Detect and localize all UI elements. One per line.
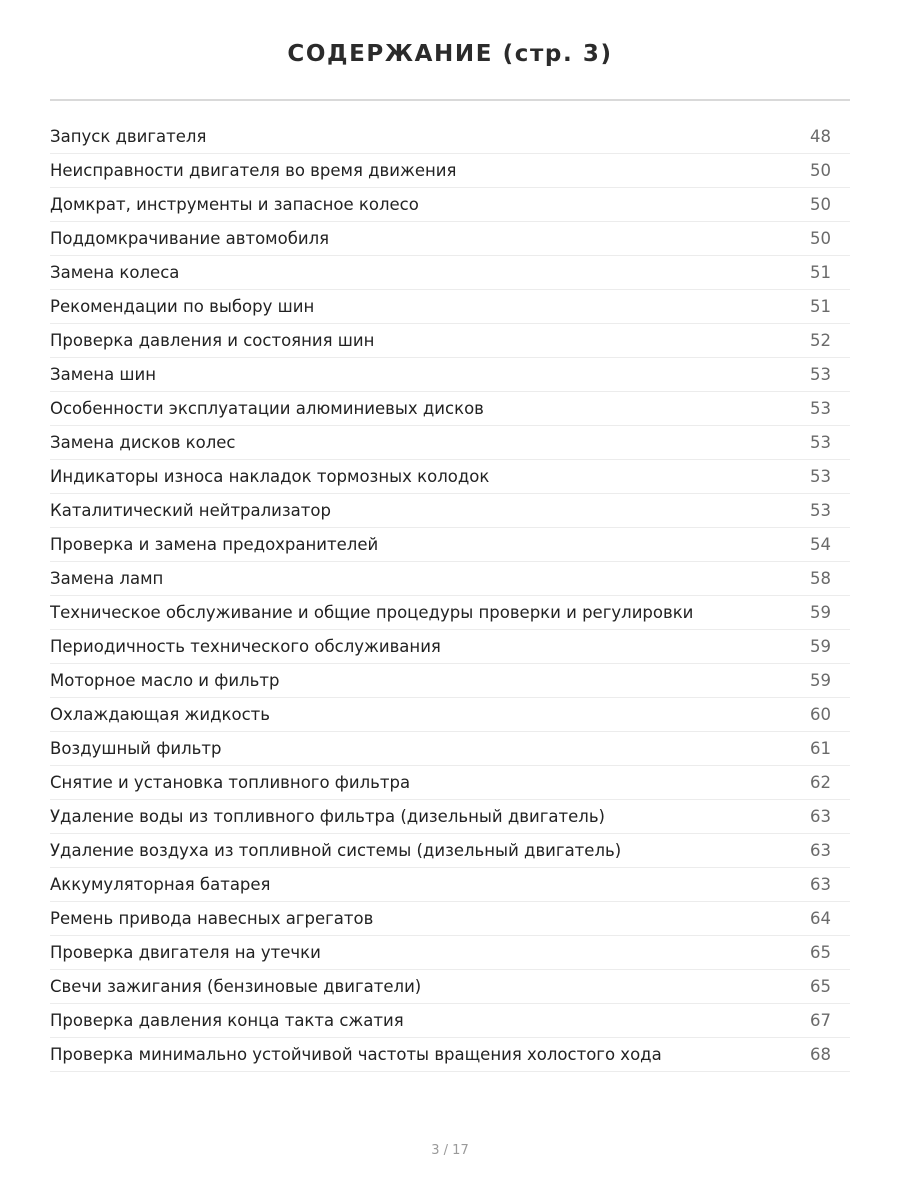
page-title: СОДЕРЖАНИЕ (стр. 3) bbox=[287, 41, 613, 67]
toc-entry-title: Замена колеса bbox=[50, 263, 180, 282]
toc-entry[interactable] bbox=[50, 426, 850, 460]
toc-entry-page: 53 bbox=[810, 501, 831, 520]
toc-entry[interactable] bbox=[50, 596, 850, 630]
toc-entry-page: 60 bbox=[810, 705, 831, 724]
toc-entry-title: Проверка двигателя на утечки bbox=[50, 943, 321, 962]
toc-entry[interactable] bbox=[50, 120, 850, 154]
toc-entry-page: 48 bbox=[810, 127, 831, 146]
toc-list bbox=[50, 120, 850, 1072]
toc-entry-title: Свечи зажигания (бензиновые двигатели) bbox=[50, 977, 422, 996]
toc-entry-title: Проверка давления конца такта сжатия bbox=[50, 1011, 404, 1030]
toc-entry-title: Ремень привода навесных агрегатов bbox=[50, 909, 374, 928]
toc-entry-title: Периодичность технического обслуживания bbox=[50, 637, 441, 656]
toc-entry[interactable] bbox=[50, 154, 850, 188]
toc-entry[interactable] bbox=[50, 290, 850, 324]
toc-entry-title: Удаление воздуха из топливной системы (дизельный двигатель) bbox=[50, 841, 622, 860]
toc-entry[interactable] bbox=[50, 936, 850, 970]
toc-entry-page: 50 bbox=[810, 161, 831, 180]
toc-entry[interactable] bbox=[50, 732, 850, 766]
toc-entry[interactable] bbox=[50, 358, 850, 392]
toc-entry-title: Особенности эксплуатации алюминиевых дисков bbox=[50, 399, 484, 418]
toc-entry-page: 65 bbox=[810, 943, 831, 962]
toc-entry-page: 63 bbox=[810, 875, 831, 894]
toc-entry-title: Замена шин bbox=[50, 365, 157, 384]
toc-entry-page: 53 bbox=[810, 399, 831, 418]
toc-entry[interactable] bbox=[50, 970, 850, 1004]
page-counter: 3 / 17 bbox=[431, 1143, 469, 1158]
toc-entry-page: 50 bbox=[810, 229, 831, 248]
toc-entry-title: Аккумуляторная батарея bbox=[50, 875, 271, 894]
toc-entry-page: 59 bbox=[810, 637, 831, 656]
toc-entry-title: Рекомендации по выбору шин bbox=[50, 297, 315, 316]
toc-entry-page: 68 bbox=[810, 1045, 831, 1064]
toc-entry-title: Проверка минимально устойчивой частоты вращения холостого хода bbox=[50, 1045, 662, 1064]
toc-entry-page: 63 bbox=[810, 841, 831, 860]
toc-entry-page: 63 bbox=[810, 807, 831, 826]
toc-entry-page: 67 bbox=[810, 1011, 831, 1030]
toc-entry-title: Домкрат, инструменты и запасное колесо bbox=[50, 195, 419, 214]
toc-entry-title: Воздушный фильтр bbox=[50, 739, 222, 758]
toc-entry-page: 59 bbox=[810, 671, 831, 690]
toc-entry[interactable] bbox=[50, 630, 850, 664]
toc-entry[interactable] bbox=[50, 256, 850, 290]
toc-entry[interactable] bbox=[50, 460, 850, 494]
toc-entry-title: Замена дисков колес bbox=[50, 433, 236, 452]
toc-entry-title: Неисправности двигателя во время движения bbox=[50, 161, 457, 180]
toc-entry-title: Индикаторы износа накладок тормозных колодок bbox=[50, 467, 490, 486]
toc-entry-page: 51 bbox=[810, 263, 831, 282]
toc-entry-page: 64 bbox=[810, 909, 831, 928]
toc-entry[interactable] bbox=[50, 324, 850, 358]
toc-entry-title: Снятие и установка топливного фильтра bbox=[50, 773, 411, 792]
toc-entry[interactable] bbox=[50, 188, 850, 222]
toc-entry-title: Охлаждающая жидкость bbox=[50, 705, 270, 724]
toc-entry-title: Проверка давления и состояния шин bbox=[50, 331, 375, 350]
toc-entry[interactable] bbox=[50, 392, 850, 426]
toc-entry-title: Удаление воды из топливного фильтра (дизельный двигатель) bbox=[50, 807, 605, 826]
toc-entry-page: 54 bbox=[810, 535, 831, 554]
toc-entry[interactable] bbox=[50, 528, 850, 562]
toc-entry-title: Поддомкрачивание автомобиля bbox=[50, 229, 330, 248]
toc-entry-title: Каталитический нейтрализатор bbox=[50, 501, 331, 520]
toc-entry[interactable] bbox=[50, 494, 850, 528]
toc-entry-page: 53 bbox=[810, 365, 831, 384]
toc-entry[interactable] bbox=[50, 902, 850, 936]
toc-entry-page: 53 bbox=[810, 467, 831, 486]
toc-entry-title: Моторное масло и фильтр bbox=[50, 671, 280, 690]
toc-entry[interactable] bbox=[50, 222, 850, 256]
toc-entry-title: Замена ламп bbox=[50, 569, 164, 588]
toc-entry-page: 58 bbox=[810, 569, 831, 588]
toc-entry[interactable] bbox=[50, 698, 850, 732]
toc-entry-page: 52 bbox=[810, 331, 831, 350]
toc-entry-page: 62 bbox=[810, 773, 831, 792]
toc-entry[interactable] bbox=[50, 562, 850, 596]
toc-entry-page: 53 bbox=[810, 433, 831, 452]
title-divider bbox=[50, 99, 850, 101]
toc-entry-page: 61 bbox=[810, 739, 831, 758]
toc-entry-page: 59 bbox=[810, 603, 831, 622]
toc-entry[interactable] bbox=[50, 1038, 850, 1072]
toc-entry-title: Техническое обслуживание и общие процедуры проверки и регулировки bbox=[50, 603, 694, 622]
toc-entry[interactable] bbox=[50, 664, 850, 698]
toc-entry-page: 50 bbox=[810, 195, 831, 214]
toc-entry[interactable] bbox=[50, 834, 850, 868]
toc-entry-page: 51 bbox=[810, 297, 831, 316]
toc-entry[interactable] bbox=[50, 868, 850, 902]
toc-entry[interactable] bbox=[50, 766, 850, 800]
toc-entry-title: Проверка и замена предохранителей bbox=[50, 535, 379, 554]
toc-entry[interactable] bbox=[50, 1004, 850, 1038]
toc-entry-page: 65 bbox=[810, 977, 831, 996]
toc-entry[interactable] bbox=[50, 800, 850, 834]
toc-entry-title: Запуск двигателя bbox=[50, 127, 207, 146]
